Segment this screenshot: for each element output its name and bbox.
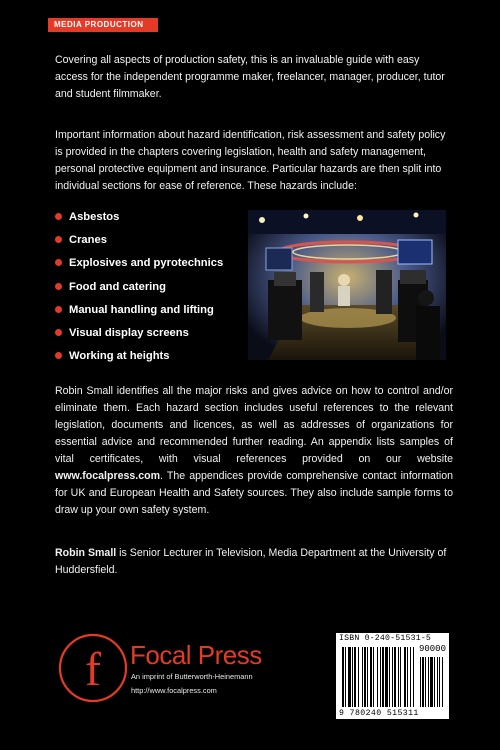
hazard-label: Working at heights bbox=[69, 350, 170, 363]
hazard-label: Food and catering bbox=[69, 280, 166, 293]
website-link[interactable]: www.focalpress.com bbox=[55, 470, 160, 482]
logo-letter: f bbox=[85, 643, 101, 696]
hazard-item bbox=[55, 253, 223, 276]
category-label: MEDIA PRODUCTION bbox=[48, 18, 158, 32]
details-paragraph bbox=[55, 383, 453, 519]
info-paragraph: Important information about hazard identification, risk assessment and safety policy is provided in the chapters covering legislation, health and safety management, personal protective equipment and insurance. Particular hazards are then split into individual sections for ease of reference. These hazards include: bbox=[55, 129, 446, 192]
barcode-panel bbox=[336, 633, 449, 719]
hazard-label: Asbestos bbox=[69, 211, 120, 223]
author-bio-text: is Senior Lecturer in Television, Media Department at the University of Huddersfield. bbox=[55, 547, 447, 576]
hazard-list bbox=[55, 207, 223, 369]
bullet-icon bbox=[55, 306, 62, 313]
hazard-item bbox=[55, 230, 223, 253]
hazard-item bbox=[55, 300, 223, 323]
details-text-end: . The appendices provide comprehensive contact information for UK and European Health and Safety sources. They also include sample forms to draw up your own safety system. bbox=[55, 470, 453, 516]
bullet-icon bbox=[55, 259, 62, 266]
tv-studio-photo bbox=[248, 210, 446, 360]
isbn-number: ISBN 0-240-51531-5 bbox=[339, 634, 432, 643]
publisher-url[interactable]: http://www.focalpress.com bbox=[131, 686, 217, 695]
bullet-icon bbox=[55, 329, 62, 336]
barcode-digits: 9 780240 515311 bbox=[339, 709, 419, 718]
details-text: Robin Small identifies all the major risks and gives advice on how to control and/or eliminate them. Each hazard section includes useful references to the relevant legislation, documents and licences, as well as addresses of organizations for essential advice and recommended further reading. An appendix lists samples of vital certificates, with visual references provided on our website bbox=[55, 385, 453, 465]
bullet-icon bbox=[55, 352, 62, 359]
hazard-item bbox=[55, 346, 223, 369]
bullet-icon bbox=[55, 236, 62, 243]
focal-press-logo-icon bbox=[55, 630, 135, 710]
hazard-label: Visual display screens bbox=[69, 326, 189, 339]
barcode-icon bbox=[336, 633, 449, 719]
author-name: Robin Small bbox=[55, 547, 117, 559]
price-code: 90000 bbox=[418, 644, 446, 654]
hazard-item bbox=[55, 323, 223, 346]
hazard-label: Manual handling and lifting bbox=[69, 303, 214, 316]
bullet-icon bbox=[55, 213, 62, 220]
hazard-label: Explosives and pyrotechnics bbox=[69, 257, 224, 270]
intro-paragraph: Covering all aspects of production safety, this is an invaluable guide with easy access for the independent programme maker, freelancer, manager, producer, tutor and student filmmaker. bbox=[55, 54, 445, 100]
hazard-label: Cranes bbox=[69, 234, 107, 247]
publisher-name: Focal Press bbox=[130, 640, 262, 670]
author-bio bbox=[55, 545, 453, 579]
hazard-item bbox=[55, 277, 223, 300]
bullet-icon bbox=[55, 283, 62, 290]
hazard-item bbox=[55, 207, 223, 230]
publisher-imprint: An imprint of Butterworth-Heinemann bbox=[131, 672, 253, 681]
